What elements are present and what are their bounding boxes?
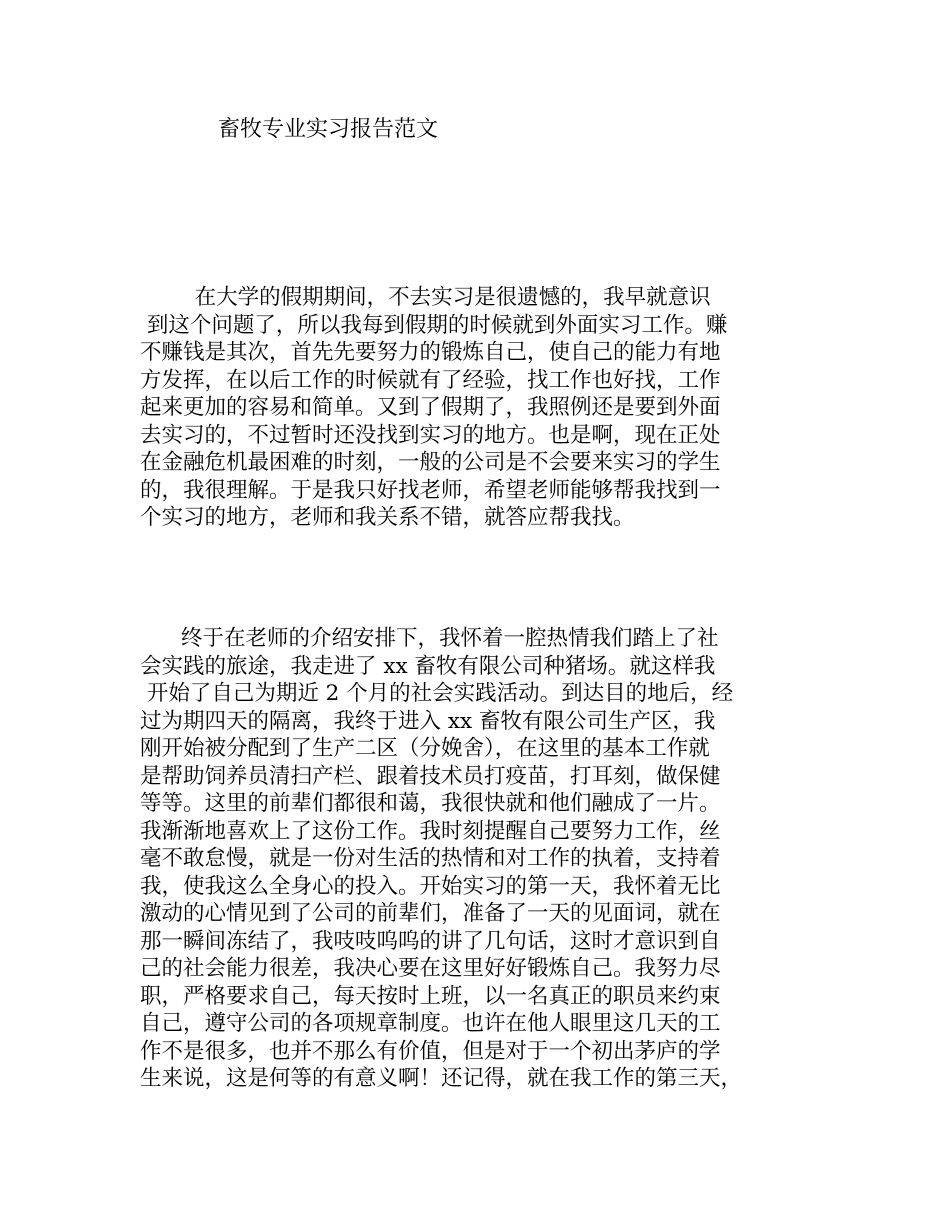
paragraph-line: 是帮助饲养员清扫产栏、跟着技术员打疫苗，打耳刻，做保健	[140, 763, 721, 789]
paragraph-line: 毫不敢怠慢，就是一份对生活的热情和对工作的执着，支持着	[140, 846, 721, 871]
paragraph-line: 生来说，这是何等的有意义啊！还记得，就在我工作的第三天，	[140, 1066, 743, 1091]
paragraph-line: 起来更加的容易和简单。又到了假期了，我照例还是要到外面	[140, 395, 721, 420]
paragraph-line: 方发挥，在以后工作的时候就有了经验，找工作也好找，工作	[140, 367, 721, 393]
paragraph-line: 激动的心情见到了公司的前辈们，准备了一天的见面词，就在	[140, 901, 721, 926]
document-title: 畜牧专业实习报告范文	[218, 117, 439, 142]
paragraph-line: 不赚钱是其次，首先先要努力的锻炼自己，使自己的能力有地	[140, 340, 721, 365]
paragraph-line: 到这个问题了，所以我每到假期的时候就到外面实习工作。赚	[140, 312, 728, 338]
paragraph-line: 刚开始被分配到了生产二区（分娩舍），在这里的基本工作就	[140, 736, 710, 761]
paragraph-line: 在金融危机最困难的时刻，一般的公司是不会要来实习的学生	[140, 450, 721, 475]
paragraph-line: 在大学的假期期间，不去实习是很遗憾的，我早就意识	[140, 285, 711, 310]
paragraph-line: 己的社会能力很差，我决心要在这里好好锻炼自己。我努力尽	[140, 956, 721, 981]
paragraph-line: 自己，遵守公司的各项规章制度。也许在他人眼里这几天的工	[140, 1011, 721, 1036]
paragraph-line: 我，使我这么全身心的投入。开始实习的第一天，我怀着无比	[140, 873, 721, 899]
paragraph-line: 我渐渐地喜欢上了这份工作。我时刻提醒自己要努力工作，丝	[140, 818, 721, 844]
paragraph-line: 那一瞬间冻结了，我吱吱呜呜的讲了几句话，这时才意识到自	[140, 928, 721, 954]
paragraph-line: 作不是很多，也并不那么有价值，但是对于一个初出茅庐的学	[140, 1038, 721, 1064]
paragraph-line: 职，严格要求自己，每天按时上班，以一名真正的职员来约束	[140, 983, 721, 1009]
paragraph-line: 开始了自己为期近 2 个月的社会实践活动。到达目的地后，经	[140, 681, 734, 706]
paragraph-line: 等等。这里的前辈们都很和蔼，我很快就和他们融成了一片。	[140, 791, 721, 816]
paragraph-line: 终于在老师的介绍安排下，我怀着一腔热情我们踏上了社	[140, 626, 719, 651]
paragraph-line: 去实习的，不过暂时还没找到实习的地方。也是啊，现在正处	[140, 422, 721, 448]
paragraph-1	[140, 284, 830, 532]
paragraph-line: 个实习的地方，老师和我关系不错，就答应帮我找。	[140, 505, 635, 530]
paragraph-2	[140, 625, 830, 1093]
paragraph-line: 会实践的旅途，我走进了 xx 畜牧有限公司种猪场。就这样我	[140, 653, 716, 679]
paragraph-line: 的，我很理解。于是我只好找老师，希望老师能够帮我找到一	[140, 477, 721, 503]
paragraph-line: 过为期四天的隔离，我终于进入 xx 畜牧有限公司生产区，我	[140, 708, 716, 734]
